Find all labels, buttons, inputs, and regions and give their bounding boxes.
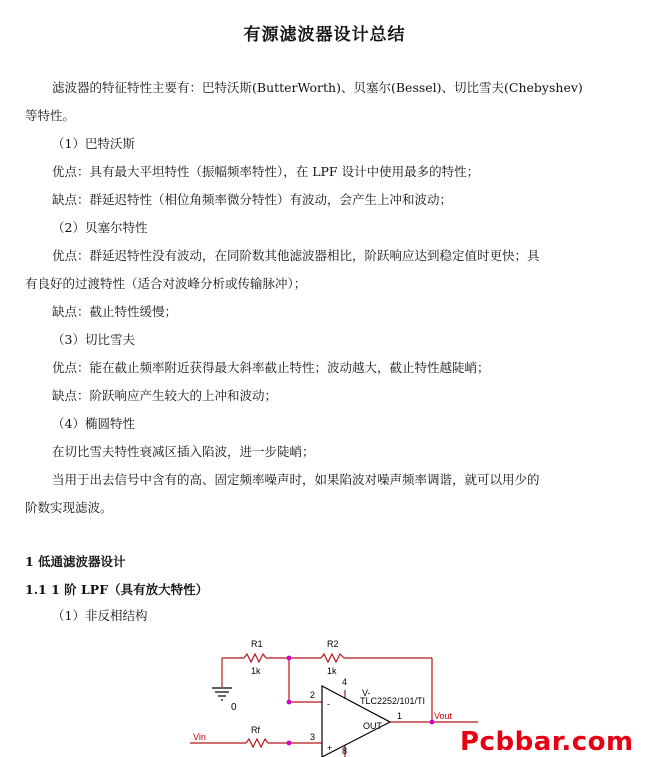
plus-sign: +	[327, 743, 333, 753]
pin-2-label: 2	[310, 690, 316, 700]
bessel-pro-line-2: 有良好的过渡特性（适合对波峰分析或传输脉冲）；	[25, 276, 307, 291]
r2-value: 1k	[327, 666, 337, 676]
ground-label: 0	[231, 702, 237, 713]
r1-label: R1	[251, 639, 263, 649]
intro-line-2: 等特性。	[25, 108, 76, 123]
butterworth-heading: （1）巴特沃斯	[52, 136, 135, 151]
bessel-pro-line-1: 优点：群延迟特性没有波动，在同阶数其他滤波器相比，阶跃响应达到稳定值时更快；具	[52, 248, 540, 263]
r2-label: R2	[327, 639, 339, 649]
v-minus-label: V-	[362, 688, 371, 698]
subsection-heading: 1.1 1 阶 LPF（具有放大特性）	[25, 582, 209, 597]
elliptic-heading: （4）椭圆特性	[52, 416, 135, 431]
junction-node-inverting	[287, 700, 292, 705]
chebyshev-heading: （3）切比雪夫	[52, 332, 135, 347]
rf-resistor	[246, 739, 268, 747]
bessel-con: 缺点：截止特性缓慢；	[52, 304, 178, 319]
r1-value: 1k	[251, 666, 261, 676]
elliptic-line-2: 当用于出去信号中含有的高、固定频率噪声时，如果陷波对噪声频率调谐，就可以用少的	[52, 472, 540, 487]
junction-node-r1-r2	[287, 656, 292, 661]
elliptic-line-1: 在切比雪夫特性衰减区插入陷波，进一步陡峭；	[52, 444, 315, 459]
vin-label: Vin	[193, 732, 206, 742]
chebyshev-pro: 优点：能在截止频率附近获得最大斜率截止特性；波动越大，截止特性越陡峭；	[52, 360, 490, 375]
page-title: 有源滤波器设计总结	[243, 25, 406, 45]
junction-node-rf	[287, 741, 292, 746]
r2-resistor	[321, 654, 344, 662]
butterworth-con: 缺点：群延迟特性（相位角频率微分特性）有波动，会产生上冲和波动；	[52, 192, 453, 207]
pin-3-label: 3	[310, 732, 316, 742]
section-heading: 1 低通滤波器设计	[25, 554, 126, 569]
minus-sign: -	[327, 699, 330, 709]
pin-4-label: 4	[342, 677, 348, 687]
circuit-diagram	[150, 630, 510, 757]
chebyshev-con: 缺点：阶跃响应产生较大的上冲和波动；	[52, 388, 278, 403]
butterworth-pro: 优点：具有最大平坦特性（振幅频率特性），在 LPF 设计中使用最多的特性；	[52, 164, 480, 179]
rf-label: Rf	[251, 725, 260, 735]
intro-line-1: 滤波器的特征特性主要有：巴特沃斯(ButterWorth)、贝塞尔(Bessel)、切比雪夫(Chebyshev)	[52, 80, 583, 95]
r1-resistor	[244, 654, 266, 662]
watermark-logo: Pcbbar.com	[460, 727, 634, 757]
ground-symbol	[212, 688, 232, 700]
elliptic-line-3: 阶数实现滤波。	[25, 500, 113, 515]
out-label: OUT	[363, 721, 382, 731]
pin-8-label: 8	[342, 746, 348, 756]
bessel-heading: （2）贝塞尔特性	[52, 220, 148, 235]
pin-1-label: 1	[397, 711, 403, 721]
structure-label: （1）非反相结构	[52, 608, 148, 623]
opamp-part-label: TLC2252/101/TI	[360, 696, 426, 706]
vout-label: Vout	[434, 711, 453, 721]
